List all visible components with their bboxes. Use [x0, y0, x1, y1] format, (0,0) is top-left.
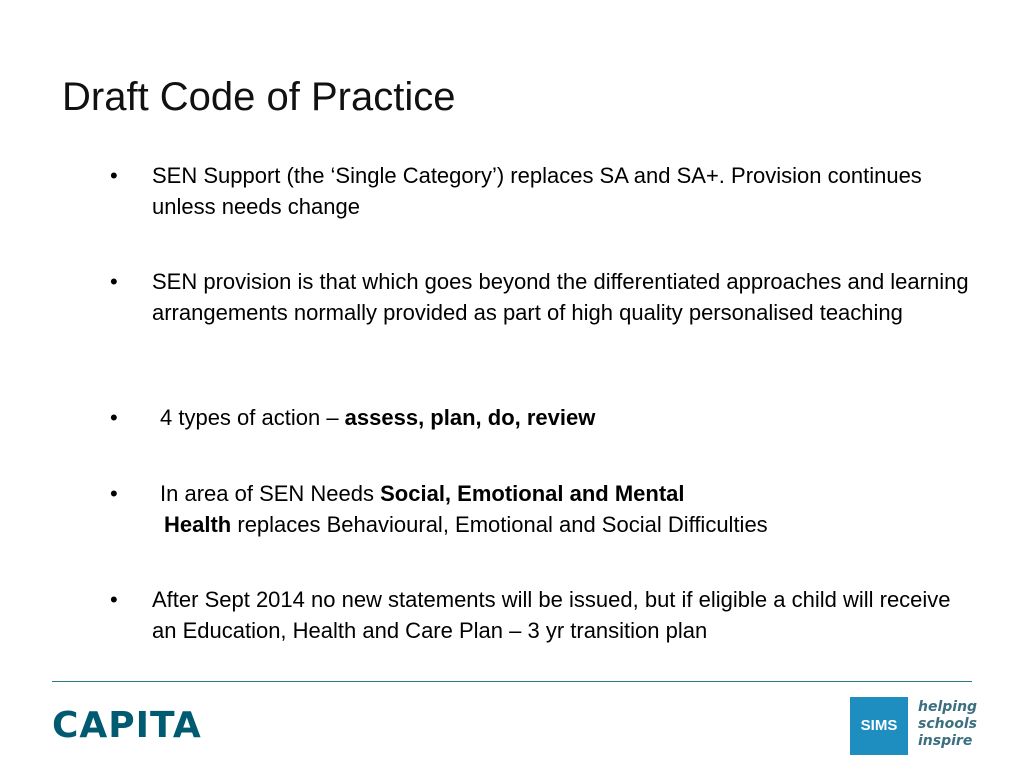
bullet-text [160, 478, 970, 540]
bullet-text-bold: Health [164, 512, 232, 537]
bullet-dot: • [110, 269, 118, 294]
bullet-dot: • [110, 481, 118, 506]
sims-logo: SIMS [850, 697, 908, 755]
bullet-text: SEN Support (the ‘Single Category’) replaces SA and SA+. Provision continues unless needs change [152, 163, 922, 219]
capita-logo: CAPITA [52, 705, 202, 746]
bullet-text: After Sept 2014 no new statements will be issued, but if eligible a child will receive an Education, Health and Care Plan – 3 yr transition plan [152, 587, 951, 643]
bullet-dot: • [110, 163, 118, 188]
bullet-text-prefix: 4 types of action – [160, 405, 345, 430]
sims-tagline [918, 699, 998, 750]
bullet-text-suffix: replaces Behavioural, Emotional and Social Difficulties [231, 512, 768, 537]
slide-title: Draft Code of Practice [62, 75, 456, 119]
bullet-text-prefix: In area of SEN Needs [160, 481, 381, 506]
bullet-item [110, 584, 970, 646]
bullet-text-line2 [164, 509, 970, 540]
tagline-line: schools [918, 716, 977, 732]
bullet-text-bold: assess, plan, do, review [344, 405, 596, 430]
bullet-item [110, 266, 970, 328]
bullet-item [110, 160, 970, 222]
bullet-text: SEN provision is that which goes beyond the differentiated approaches and learning arrangements normally provided as part of high quality personalised teaching [152, 269, 969, 325]
tagline-line: helping [918, 699, 978, 715]
bullet-item [110, 402, 970, 433]
footer-divider [52, 681, 972, 682]
bullet-dot: • [110, 405, 118, 430]
bullet-text-bold: Social, Emotional and Mental [380, 481, 685, 506]
tagline-line: inspire [918, 733, 973, 749]
bullet-dot: • [110, 587, 118, 612]
bullet-text [160, 402, 970, 433]
bullet-item [110, 478, 970, 540]
